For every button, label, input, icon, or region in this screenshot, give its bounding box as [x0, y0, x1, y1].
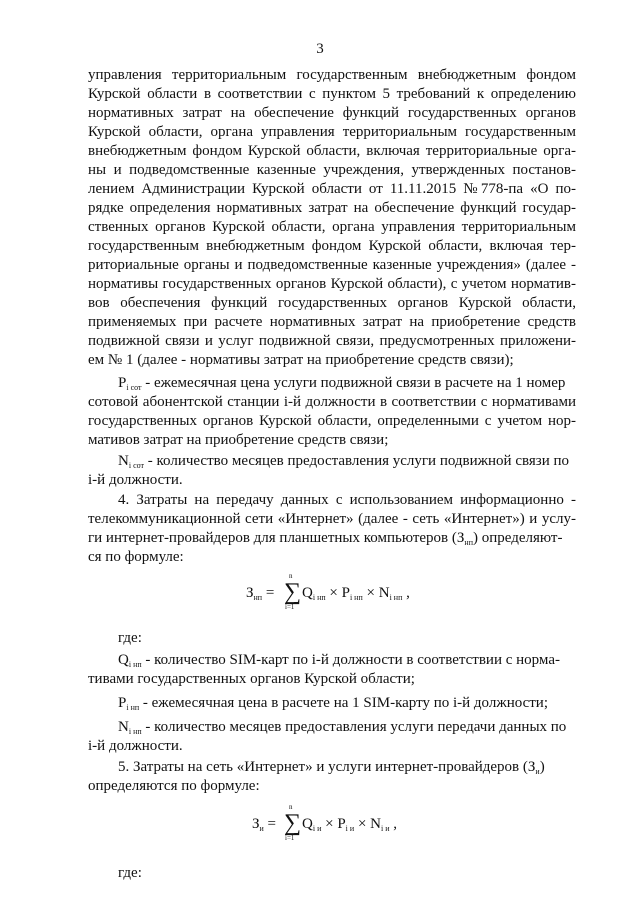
- variable-subscript: i нп: [126, 703, 140, 712]
- sum-upper-limit: n: [289, 572, 293, 580]
- text-line: подвижной связи и услуг подвижной связи, предусмотренных приложени-: [88, 333, 576, 349]
- definition-text: - ежемесячная цена в расчете на 1 SIM-карту по i-й должности;: [139, 695, 549, 711]
- formula-symbol: З: [246, 585, 254, 601]
- text-line: [118, 758, 576, 777]
- variable-symbol: Q: [118, 652, 129, 668]
- definition-text: - количество месяцев предоставления услуги подвижной связи по: [144, 453, 569, 469]
- formula-lhs: [252, 815, 276, 834]
- formula-operator: ,: [402, 585, 410, 601]
- text-line: ем № 1 (далее - нормативы затрат на приобретение средств связи);: [88, 352, 514, 368]
- text-line: ны и подведомственные казенные учреждения, утвержденных постанов-: [88, 162, 576, 178]
- variable-subscript: и: [535, 767, 540, 776]
- formula-symbol: N: [378, 585, 390, 601]
- variable-subscript: i сот: [126, 383, 142, 392]
- formula-rhs: [302, 584, 410, 603]
- formula-operator: ×: [325, 585, 342, 601]
- variable-subscript: i нп: [128, 727, 142, 736]
- formula-subscript: i и: [345, 824, 355, 833]
- text-line: нормативы государственных органов Курской области), с учетом норматив-: [88, 276, 576, 292]
- variable-symbol: P: [118, 695, 127, 711]
- text-line: мативов затрат на приобретение средств связи;: [88, 432, 389, 448]
- text-line: риториальные органы и подведомственные казенные учреждения» (далее -: [88, 257, 576, 273]
- variable-symbol: N: [118, 719, 129, 735]
- sum-upper-limit: n: [289, 803, 293, 811]
- definition-text: - ежемесячная цена услуги подвижной связи в расчете на 1 номер: [141, 375, 566, 391]
- text-line: [118, 651, 576, 670]
- formula-subscript: и: [259, 824, 264, 833]
- text-line: лением Администрации Курской области от 11.11.2015 №778-па «О по-: [88, 181, 576, 197]
- formula-rhs: [302, 815, 397, 834]
- text-line: государственных органов Курской области, определенными с учетом нор-: [88, 413, 576, 429]
- text-line: Курской области в соответствии с пунктом 5 требований к определению: [88, 86, 576, 102]
- variable-subscript: i нп: [128, 660, 142, 669]
- text-line: 4. Затраты на передачу данных с использованием информационно -: [118, 492, 576, 508]
- formula-operator: =: [262, 585, 275, 601]
- sum-lower-limit: i=1: [285, 603, 295, 611]
- text-line: [118, 718, 576, 737]
- text-line: вов обеспечения функций государственных органов Курской области,: [88, 295, 576, 311]
- text-line: [88, 529, 576, 548]
- text-line: i-й должности.: [88, 472, 183, 488]
- text-line: i-й должности.: [88, 738, 183, 754]
- where-label: где:: [118, 630, 142, 646]
- text-line: внебюджетным фондом Курской области, включая территориальные орга-: [88, 143, 576, 159]
- text-line: [118, 374, 576, 393]
- text-line: ся по формуле:: [88, 549, 184, 565]
- formula-operator: ,: [389, 816, 398, 832]
- formula-operator: =: [263, 816, 277, 832]
- variable-symbol: N: [118, 453, 129, 469]
- sum-sign: ∑: [284, 810, 302, 836]
- text-line: государственным внебюджетным фондом Курской области, включая тер-: [88, 238, 576, 254]
- text-line: определяются по формуле:: [88, 778, 260, 794]
- text-line: [118, 452, 576, 471]
- text-line: сотовой абонентской станции i-й должности в соответствии с нормативами: [88, 394, 576, 410]
- text-segment: 5. Затраты на сеть «Интернет» и услуги интернет-провайдеров (: [118, 759, 528, 775]
- definition-text: - количество SIM-карт по i-й должности в соответствии с норма-: [141, 652, 560, 668]
- formula-symbol: Q: [302, 816, 313, 832]
- text-line: нормативных затрат на обеспечение функций государственных органов: [88, 105, 576, 121]
- text-line: ственных органов Курской области, органа управления территориальным: [88, 219, 576, 235]
- formula-symbol: Q: [302, 585, 313, 601]
- formula-subscript: i нп: [349, 593, 363, 602]
- formula-operator: ×: [321, 816, 338, 832]
- variable-symbol: З: [527, 759, 536, 775]
- formula-subscript: i и: [312, 824, 322, 833]
- variable-subscript: нп: [464, 538, 473, 547]
- text-segment: ) определяют-: [472, 530, 563, 546]
- formula-operator: ×: [362, 585, 379, 601]
- variable-subscript: i сот: [128, 461, 145, 470]
- page-number: 3: [316, 41, 324, 57]
- formula-subscript: i нп: [312, 593, 326, 602]
- variable-symbol: P: [118, 375, 127, 391]
- formula-symbol: З: [252, 816, 260, 832]
- formula-symbol: P: [337, 816, 346, 832]
- text-line: применяемых при расчете нормативных затрат на приобретение средств: [88, 314, 576, 330]
- variable-symbol: З: [456, 530, 465, 546]
- text-segment: ): [539, 759, 545, 775]
- text-segment: ги интернет-провайдеров для планшетных компьютеров (: [88, 530, 457, 546]
- sum-sign: ∑: [284, 579, 302, 605]
- formula-operator: ×: [354, 816, 371, 832]
- formula-symbol: N: [370, 816, 381, 832]
- formula-symbol: P: [341, 585, 350, 601]
- sum-lower-limit: i=1: [285, 834, 295, 842]
- formula-subscript: i и: [381, 824, 390, 833]
- text-line: телекоммуникационной сети «Интернет» (далее - сеть «Интернет») и услу-: [88, 511, 576, 527]
- text-line: тивами государственных органов Курской области;: [88, 671, 415, 687]
- text-line: рядке определения нормативных затрат на обеспечение функций государ-: [88, 200, 576, 216]
- definition-text: - количество месяцев предоставления услуги передачи данных по: [141, 719, 567, 735]
- text-line: Курской области, органа управления территориальным государственным: [88, 124, 576, 140]
- text-line: управления территориальным государственным внебюджетным фондом: [88, 67, 576, 83]
- formula-lhs: [246, 584, 274, 603]
- where-label: где:: [118, 865, 142, 881]
- formula-subscript: i нп: [389, 593, 403, 602]
- text-line: [118, 694, 576, 713]
- formula-subscript: нп: [253, 593, 263, 602]
